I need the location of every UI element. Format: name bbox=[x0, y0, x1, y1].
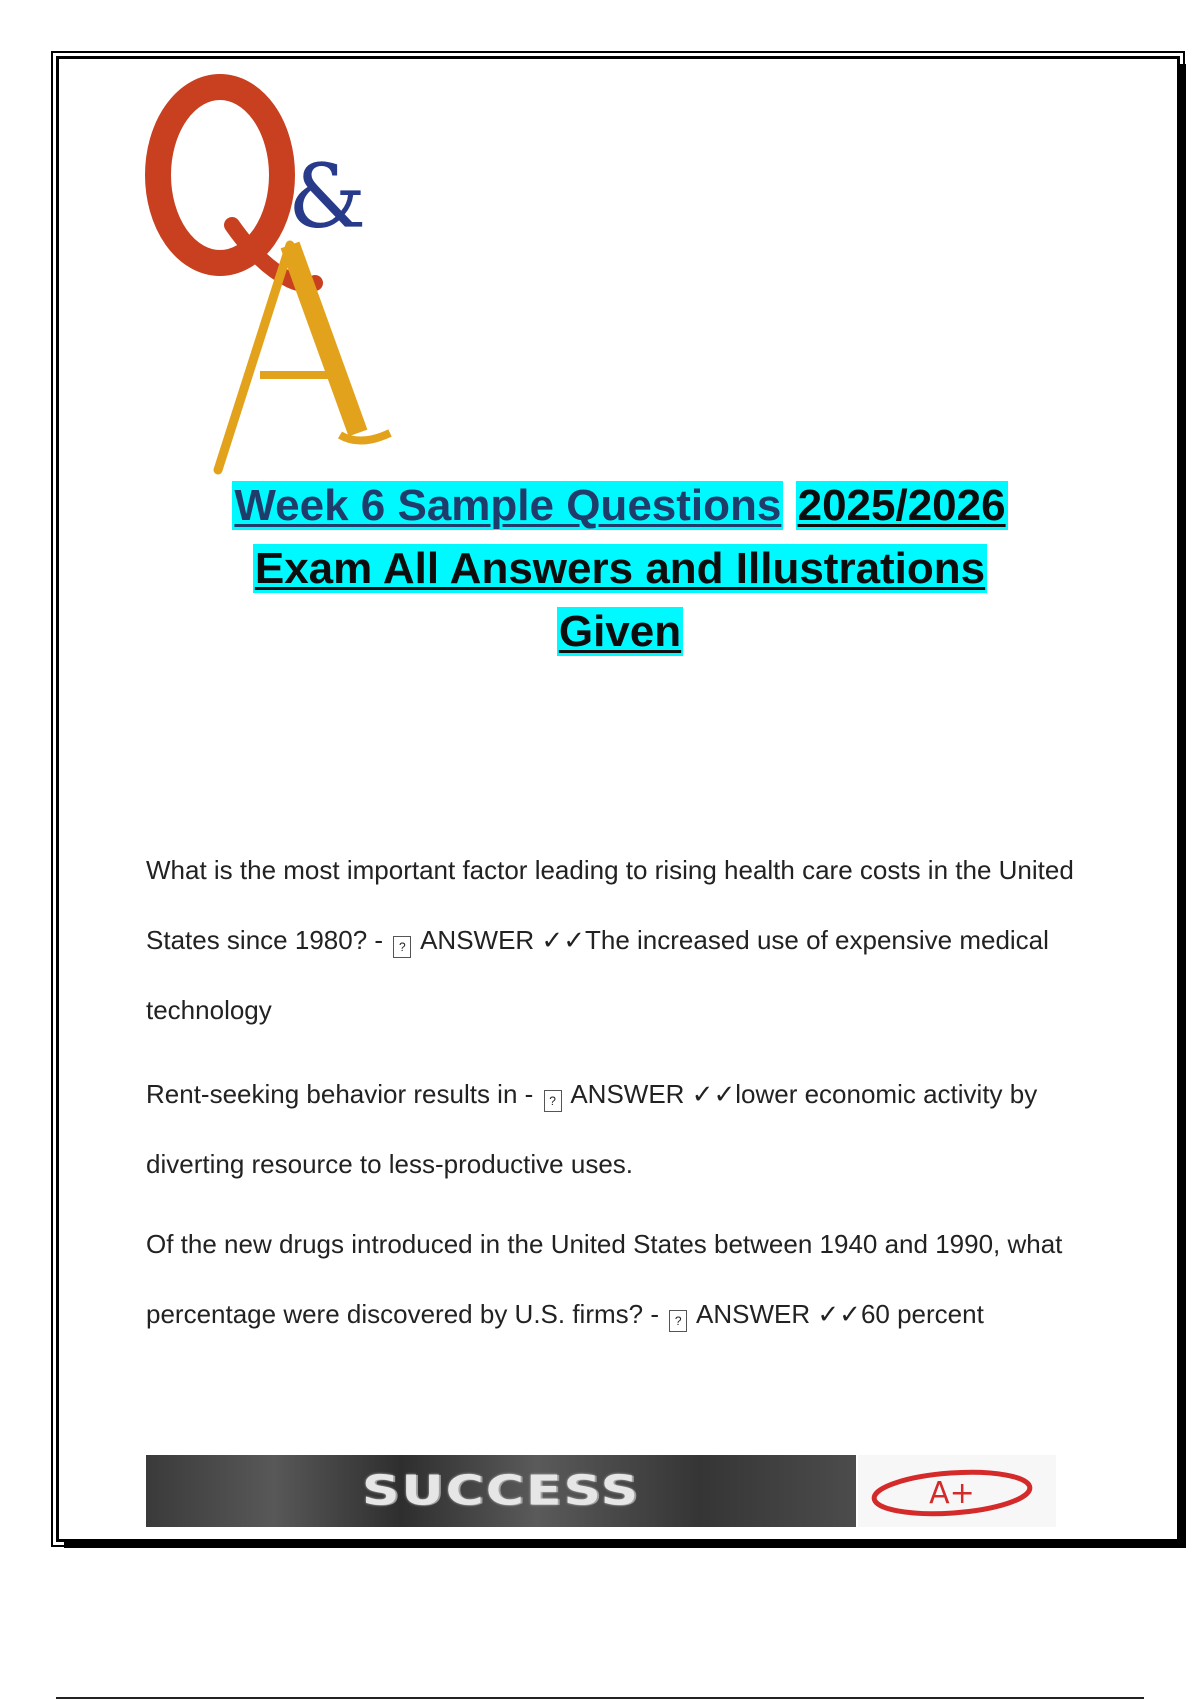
answer-marker-icon: ? bbox=[393, 936, 411, 958]
qa-question: Of the new drugs introduced in the United States between 1940 and 1990, what percentage were discovered by U.S. firms? - bbox=[146, 1229, 1063, 1329]
qa-item bbox=[146, 1209, 1086, 1349]
success-banner bbox=[146, 1455, 856, 1527]
qa-item bbox=[146, 835, 1086, 1045]
title-line-2-text: Exam All Answers and Illustrations bbox=[254, 544, 986, 593]
grade-stamp bbox=[858, 1455, 1056, 1527]
svg-text:&: & bbox=[288, 145, 367, 248]
answer-marker-icon: ? bbox=[669, 1310, 687, 1332]
title-line-3 bbox=[140, 600, 1100, 663]
title-line-1-part-1: Week 6 Sample Questions bbox=[234, 481, 782, 530]
qa-answer: ANSWER ✓✓60 percent bbox=[696, 1299, 984, 1329]
qa-logo bbox=[140, 75, 400, 470]
qa-list bbox=[146, 835, 1086, 1363]
qa-answer: ANSWER ✓✓The increased use of expensive medical technology bbox=[146, 925, 1049, 1025]
footer-rule bbox=[56, 1697, 1144, 1699]
qa-answer: ANSWER ✓✓lower economic activity by diverting resource to less-productive uses. bbox=[146, 1079, 1038, 1179]
qa-question: What is the most important factor leading to rising health care costs in the United States since 1980? - bbox=[146, 855, 1074, 955]
title-line-3-text: Given bbox=[558, 607, 682, 656]
title-line-1-part-2: 2025/2026 bbox=[797, 481, 1006, 530]
success-chalk-text: SUCCESS bbox=[361, 1467, 641, 1515]
title-line-2 bbox=[140, 537, 1100, 600]
document-title bbox=[140, 474, 1100, 663]
title-line-1 bbox=[140, 474, 1100, 537]
answer-marker-icon: ? bbox=[544, 1090, 562, 1112]
qa-item bbox=[146, 1059, 1086, 1199]
qa-question: Rent-seeking behavior results in - bbox=[146, 1079, 534, 1109]
a-plus-stamp-icon bbox=[858, 1455, 1056, 1527]
grade-stamp-text: A+ bbox=[929, 1476, 975, 1511]
qa-logo-graphic bbox=[140, 75, 400, 470]
